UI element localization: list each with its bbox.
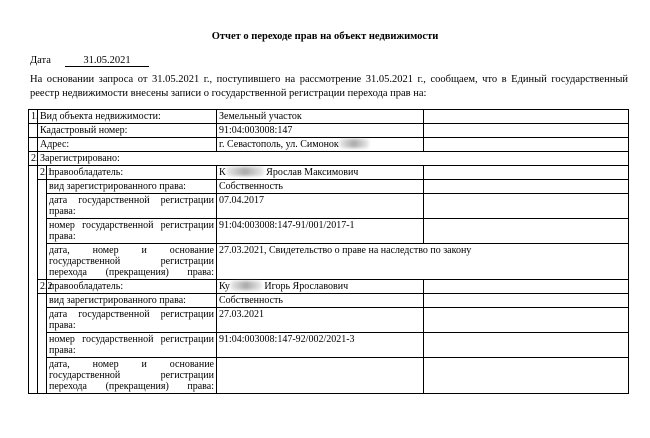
holder-label: правообладатель:	[47, 280, 217, 294]
section-number: 2.	[29, 152, 38, 166]
table-row	[29, 152, 629, 166]
intro-paragraph: На основании запроса от 31.05.2021 г., поступившего на рассмотрение 31.05.2021 г., сообщаем, что в Единый государственный реестр недвижимости внесены записи о государственной регистрации перехода прав на:	[30, 74, 628, 99]
empty-cell	[424, 308, 629, 333]
holder-name: Ярослав Максимович	[266, 167, 359, 178]
redacted-blur	[339, 139, 369, 148]
holder-prefix: К	[219, 167, 226, 178]
table-row	[29, 333, 629, 358]
empty-cell	[424, 110, 629, 124]
transfer-report-table	[28, 109, 629, 394]
empty-cell	[38, 294, 47, 394]
empty-cell	[424, 194, 629, 219]
reg-number-value: 91:04:003008:147-91/001/2017-1	[217, 219, 424, 244]
empty-cell	[29, 138, 38, 152]
object-type-value: Земельный участок	[217, 110, 424, 124]
address-label: Адрес:	[38, 138, 217, 152]
empty-cell	[424, 358, 629, 394]
table-row	[29, 110, 629, 124]
right-type-label: вид зарегистрированного права:	[47, 294, 217, 308]
subsection-number: 2.1	[38, 166, 47, 180]
holder-label: правообладатель:	[47, 166, 217, 180]
subsection-number: 2.2	[38, 280, 47, 294]
address-value	[217, 138, 424, 152]
reg-date-value: 07.04.2017	[217, 194, 424, 219]
holder-name: Игорь Ярославович	[264, 281, 349, 292]
cadastral-number-value: 91:04:003008:147	[217, 124, 424, 138]
empty-cell	[38, 180, 47, 280]
empty-cell	[424, 166, 629, 180]
empty-cell	[424, 280, 629, 294]
basis-label: дата, номер и основание государственной регистрации перехода (прекращения) права:	[47, 244, 217, 280]
date-label: Дата	[30, 55, 51, 66]
empty-cell	[29, 166, 38, 394]
empty-cell	[424, 294, 629, 308]
reg-date-label: дата государственной регистрации права:	[47, 194, 217, 219]
table-row	[29, 194, 629, 219]
table-row	[29, 219, 629, 244]
empty-cell	[29, 124, 38, 138]
table-row	[29, 244, 629, 280]
holder-prefix: Ку	[219, 281, 230, 292]
date-value: 31.05.2021	[65, 55, 149, 67]
empty-cell	[424, 219, 629, 244]
table-row	[29, 166, 629, 180]
right-type-label: вид зарегистрированного права:	[47, 180, 217, 194]
reg-date-label: дата государственной регистрации права:	[47, 308, 217, 333]
table-row	[29, 138, 629, 152]
table-row	[29, 358, 629, 394]
reg-number-label: номер государственной регистрации права:	[47, 333, 217, 358]
table-row	[29, 280, 629, 294]
redacted-blur	[230, 281, 262, 290]
right-type-value: Собственность	[217, 294, 424, 308]
object-type-label: Вид объекта недвижимости:	[38, 110, 217, 124]
table-row	[29, 294, 629, 308]
empty-cell	[424, 138, 629, 152]
table-row	[29, 180, 629, 194]
holder-value	[217, 166, 424, 180]
table-row	[29, 308, 629, 333]
reg-number-value: 91:04:003008:147-92/002/2021-3	[217, 333, 424, 358]
right-type-value: Собственность	[217, 180, 424, 194]
empty-cell	[424, 180, 629, 194]
basis-value	[217, 358, 424, 394]
reg-date-value: 27.03.2021	[217, 308, 424, 333]
document-title: Отчет о переходе прав на объект недвижимости	[211, 31, 439, 42]
cadastral-number-label: Кадастровый номер:	[38, 124, 217, 138]
basis-value: 27.03.2021, Свидетельство о праве на наследство по закону	[217, 244, 629, 280]
empty-cell	[424, 124, 629, 138]
holder-value	[217, 280, 424, 294]
empty-cell	[424, 333, 629, 358]
basis-label: дата, номер и основание государственной регистрации перехода (прекращения) права:	[47, 358, 217, 394]
registered-label: Зарегистрировано:	[38, 152, 629, 166]
address-text: г. Севастополь, ул. Симонок	[219, 139, 339, 150]
section-number: 1.	[29, 110, 38, 124]
table-row	[29, 124, 629, 138]
reg-number-label: номер государственной регистрации права:	[47, 219, 217, 244]
date-row	[30, 55, 149, 67]
redacted-blur	[226, 167, 264, 176]
